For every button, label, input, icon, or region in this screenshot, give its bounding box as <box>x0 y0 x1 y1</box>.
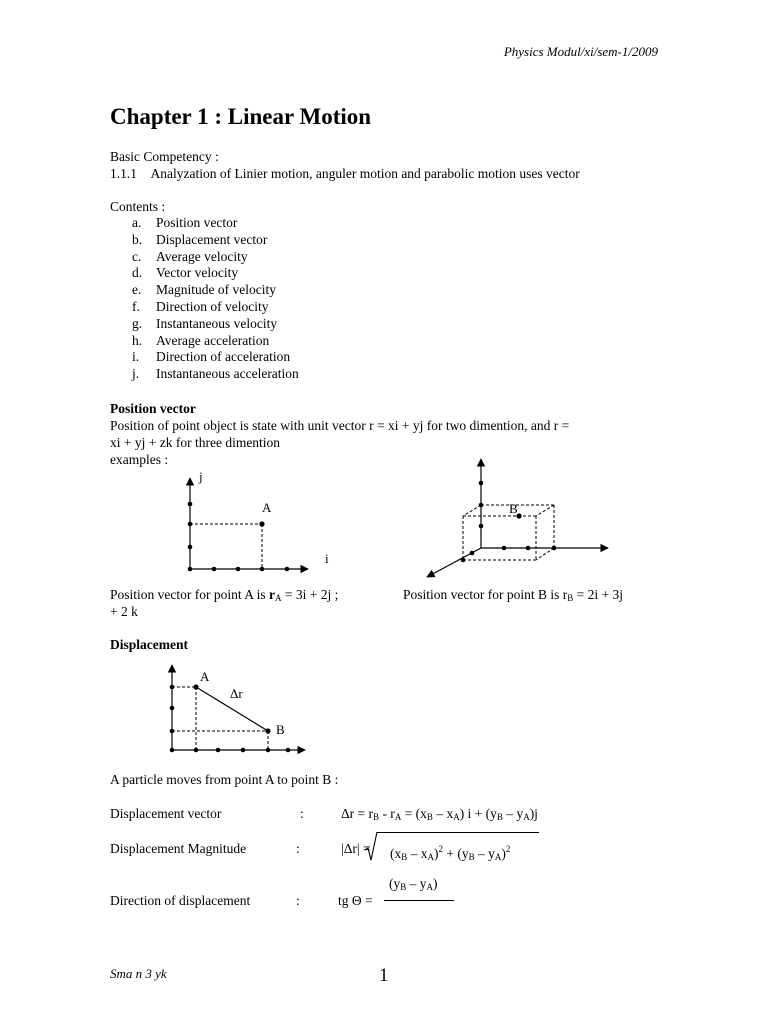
formula-part: + (y <box>443 846 469 861</box>
displacement-magnitude-colon: : <box>296 841 300 856</box>
formula-part: – y <box>406 876 427 891</box>
list-letter: i. <box>132 349 140 365</box>
list-text: Vector velocity <box>156 265 239 281</box>
direction-numerator <box>389 875 438 896</box>
page-number: 1 <box>379 965 389 986</box>
list-text: Direction of velocity <box>156 298 269 314</box>
position-3d-figure <box>420 456 615 581</box>
point-b-label: B <box>276 722 285 737</box>
displacement-heading: Displacement <box>110 637 188 652</box>
tick-dots-3d <box>461 481 557 563</box>
direction-lhs: tg Θ = <box>338 893 373 908</box>
list-letter: e. <box>132 282 142 298</box>
caption-a-sub: A <box>275 593 282 603</box>
caption-point-a <box>110 586 338 607</box>
point-a-label: A <box>262 500 272 515</box>
formula-part: Δr = r <box>341 806 374 821</box>
formula-sub: B <box>400 882 407 892</box>
formula-part: ) <box>433 876 438 891</box>
list-letter: f. <box>132 298 140 314</box>
formula-part: = (x <box>401 806 427 821</box>
point-a-dot <box>259 521 264 526</box>
list-text: Displacement vector <box>156 231 268 247</box>
displacement-vector-formula <box>341 805 538 826</box>
formula-sub: A <box>394 812 402 822</box>
list-text: Average acceleration <box>156 332 270 348</box>
list-item <box>132 333 299 350</box>
examples-label: examples : <box>110 452 169 467</box>
list-letter: c. <box>132 248 142 264</box>
delta-r-label: Δr <box>230 686 243 701</box>
magnitude-lhs: |Δr| = <box>341 841 371 856</box>
point-b-label: B <box>509 501 518 516</box>
position-vector-line1: Position of point object is state with unit vector r = xi + yj for two dimention, and r = <box>110 418 570 433</box>
competency-number: 1.1.1 <box>110 166 137 181</box>
formula-sup: 2 <box>438 844 444 854</box>
magnitude-radicand <box>390 841 510 866</box>
list-item <box>132 215 299 232</box>
caption-a-value: = 3i + 2j ; <box>281 587 339 602</box>
competency-line <box>110 165 580 182</box>
displacement-intro: A particle moves from point A to point B : <box>110 772 339 787</box>
formula-sub: A <box>427 852 435 862</box>
displacement-magnitude-label: Displacement Magnitude <box>110 841 247 856</box>
formula-part: – x <box>407 846 428 861</box>
competency-text: Analyzation of Linier motion, anguler motion and parabolic motion uses vector <box>150 166 580 181</box>
position-vector-line2: xi + yj + zk for three dimention <box>110 435 281 450</box>
list-text: Average velocity <box>156 248 248 264</box>
point-b-dot <box>265 728 270 733</box>
chapter-title: Chapter 1 : Linear Motion <box>110 104 372 129</box>
contents-list <box>132 215 299 383</box>
list-item <box>132 282 299 299</box>
list-letter: b. <box>132 231 143 247</box>
point-a-label: A <box>200 669 210 684</box>
displacement-figure <box>160 658 310 758</box>
tick-dots <box>188 502 290 572</box>
displacement-vector-colon: : <box>300 806 304 821</box>
list-text: Position vector <box>156 215 238 230</box>
list-item <box>132 366 299 383</box>
point-a-dot <box>193 684 198 689</box>
formula-sup: 2 <box>505 844 511 854</box>
list-item <box>132 265 299 282</box>
formula-sub: B <box>373 812 380 822</box>
formula-sub: B <box>468 852 475 862</box>
caption-b-prefix: Position vector for point B is r <box>403 587 568 602</box>
formula-sub: A <box>426 882 434 892</box>
list-letter: d. <box>132 265 143 281</box>
formula-sub: A <box>453 812 460 822</box>
list-item <box>132 349 299 366</box>
list-letter: a. <box>132 215 142 230</box>
formula-part: )j <box>529 806 538 821</box>
formula-sub: B <box>496 812 503 822</box>
projection-lines <box>172 687 268 750</box>
running-header: Physics Modul/xi/sem-1/2009 <box>503 44 658 59</box>
fraction-bar <box>384 900 454 901</box>
axis-label-i: i <box>325 551 329 566</box>
contents-label: Contents : <box>110 199 166 214</box>
formula-part: - r <box>379 806 395 821</box>
list-item <box>132 316 299 333</box>
displacement-vector-label: Displacement vector <box>110 806 222 821</box>
formula-part: (x <box>390 846 402 861</box>
caption-b-value: = 2i + 3j <box>573 587 623 602</box>
list-text: Instantaneous acceleration <box>156 366 299 382</box>
position-2d-figure <box>170 462 350 574</box>
list-text: Instantaneous velocity <box>156 315 278 331</box>
list-item <box>132 299 299 316</box>
list-item <box>132 232 299 249</box>
position-vector-heading: Position vector <box>110 401 196 416</box>
competency-label: Basic Competency : <box>110 149 219 164</box>
formula-part: ) <box>501 846 506 861</box>
caption-b-continuation: + 2 k <box>110 604 138 619</box>
formula-sub: B <box>426 812 433 822</box>
list-text: Magnitude of velocity <box>156 282 276 298</box>
direction-label: Direction of displacement <box>110 893 251 908</box>
list-letter: g. <box>132 315 143 331</box>
formula-sub: A <box>523 812 530 822</box>
caption-b-sub: B <box>567 593 574 603</box>
list-letter: j. <box>132 366 140 382</box>
caption-a-vector: r <box>269 587 276 602</box>
formula-part: – x <box>432 806 454 821</box>
caption-a-prefix: Position vector for point A is <box>110 587 270 602</box>
sqrt-sign <box>364 832 378 862</box>
axis-label-j: j <box>199 469 203 484</box>
list-text: Direction of acceleration <box>156 349 291 365</box>
formula-part: – y <box>502 806 524 821</box>
formula-part: ) <box>434 846 439 861</box>
caption-point-b <box>403 586 623 607</box>
formula-part: – y <box>474 846 495 861</box>
sqrt-overbar <box>377 832 539 833</box>
list-item <box>132 249 299 266</box>
formula-part: ) i + (y <box>459 806 497 821</box>
footer-left: Sma n 3 yk <box>110 966 167 981</box>
direction-colon: : <box>296 893 300 908</box>
formula-sub: A <box>494 852 502 862</box>
list-letter: h. <box>132 332 143 348</box>
formula-sub: B <box>401 852 408 862</box>
formula-part: (y <box>389 876 401 891</box>
